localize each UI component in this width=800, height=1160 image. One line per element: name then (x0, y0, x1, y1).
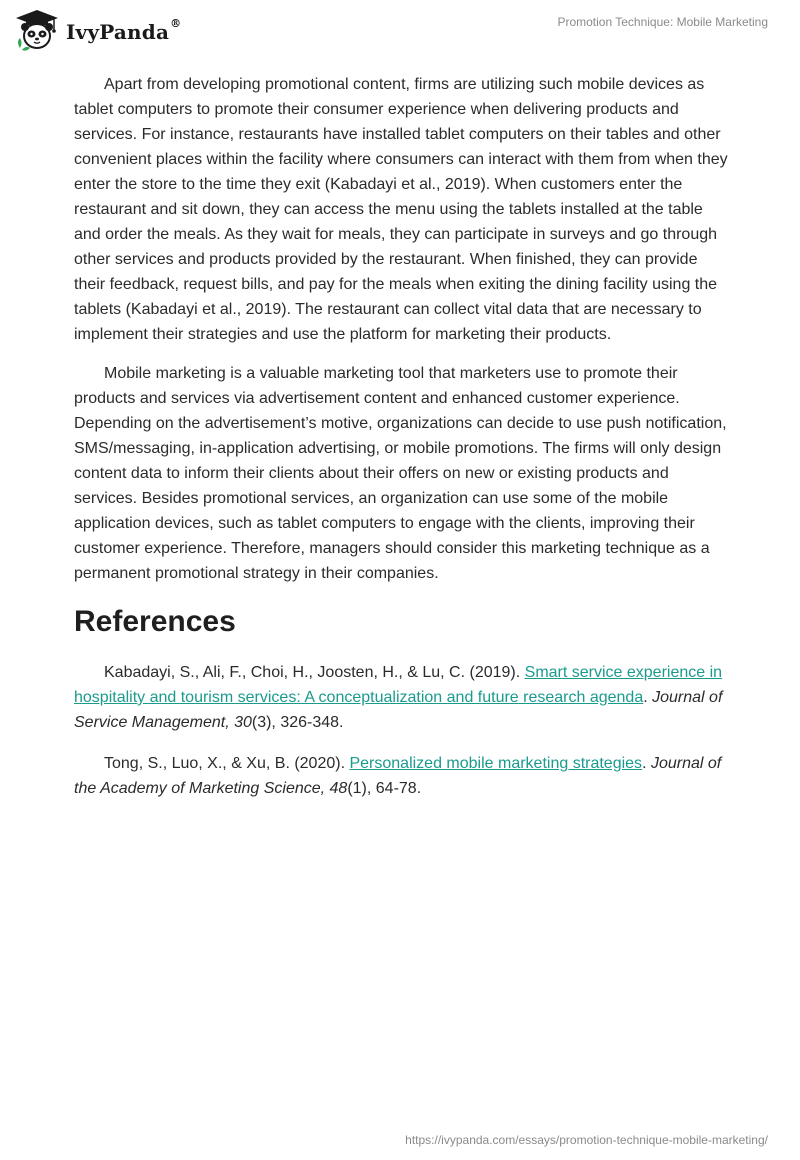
brand-name: IvyPanda® (66, 17, 182, 44)
document-title: Promotion Technique: Mobile Marketing (557, 15, 768, 29)
reference-separator: . (643, 689, 653, 706)
reference-journal: Journal of Service Management, 30 (74, 689, 723, 731)
reference-authors: Kabadayi, S., Ali, F., Choi, H., Joosten, H., & Lu, C. (2019). (104, 664, 525, 681)
page-header (0, 0, 800, 60)
body-paragraph: Apart from developing promotional content, firms are utilizing such mobile devices as tablet computers to promote their consumer experience when delivering products and services. For instance, restaurants have installed tablet computers on their tables and other convenient places within the facility where consumers can interact with them from when they enter the store to the time they exit (Kabadayi et al., 2019). When customers enter the restaurant and sit down, they can access the menu using the tablets installed at the table and order the meals. As they wait for meals, they can participate in surveys and go through other services and products provided by the restaurant. When finished, they can provide their feedback, request bills, and pay for the meals when exiting the dining facility using the tablets (Kabadayi et al., 2019). The restaurant can collect vital data that are necessary to implement their strategies and use the platform for marketing their products. (74, 76, 728, 343)
reference-authors: Tong, S., Luo, X., & Xu, B. (2020). (104, 755, 350, 772)
ivypanda-logo[interactable] (14, 8, 181, 52)
references-heading: References (74, 605, 236, 638)
essay-content (74, 72, 728, 817)
reference-item (74, 660, 728, 735)
reference-volume-pages: (3), 326-348. (251, 714, 344, 731)
reference-separator: . (642, 755, 651, 772)
reference-title-link[interactable]: Smart service experience in hospitality and tourism services: A conceptualization and future research agenda (74, 664, 723, 706)
panda-graduation-cap-icon (14, 8, 60, 52)
reference-volume-pages: (1), 64-78. (347, 780, 422, 797)
source-url[interactable]: https://ivypanda.com/essays/promotion-technique-mobile-marketing/ (405, 1133, 768, 1147)
reference-journal: Journal of the Academy of Marketing Science, 48 (74, 755, 722, 797)
reference-title-link[interactable]: Personalized mobile marketing strategies (349, 755, 643, 772)
registered-mark: ® (170, 17, 182, 30)
body-paragraph: Mobile marketing is a valuable marketing tool that marketers use to promote their products and services via advertisement content and enhanced customer experience. Depending on the advertisement’s motive, organizations can decide to use push notification, SMS/messaging, in-application advertising, or mobile promotions. The firms will only design content data to inform their clients about their offers on new or existing products and services. Besides promotional services, an organization can use some of the mobile application devices, such as tablet computers to engage with the clients, improving their customer experience. Therefore, managers should consider this marketing technique as a permanent promotional strategy in their companies. (74, 365, 727, 582)
reference-item (74, 751, 728, 801)
